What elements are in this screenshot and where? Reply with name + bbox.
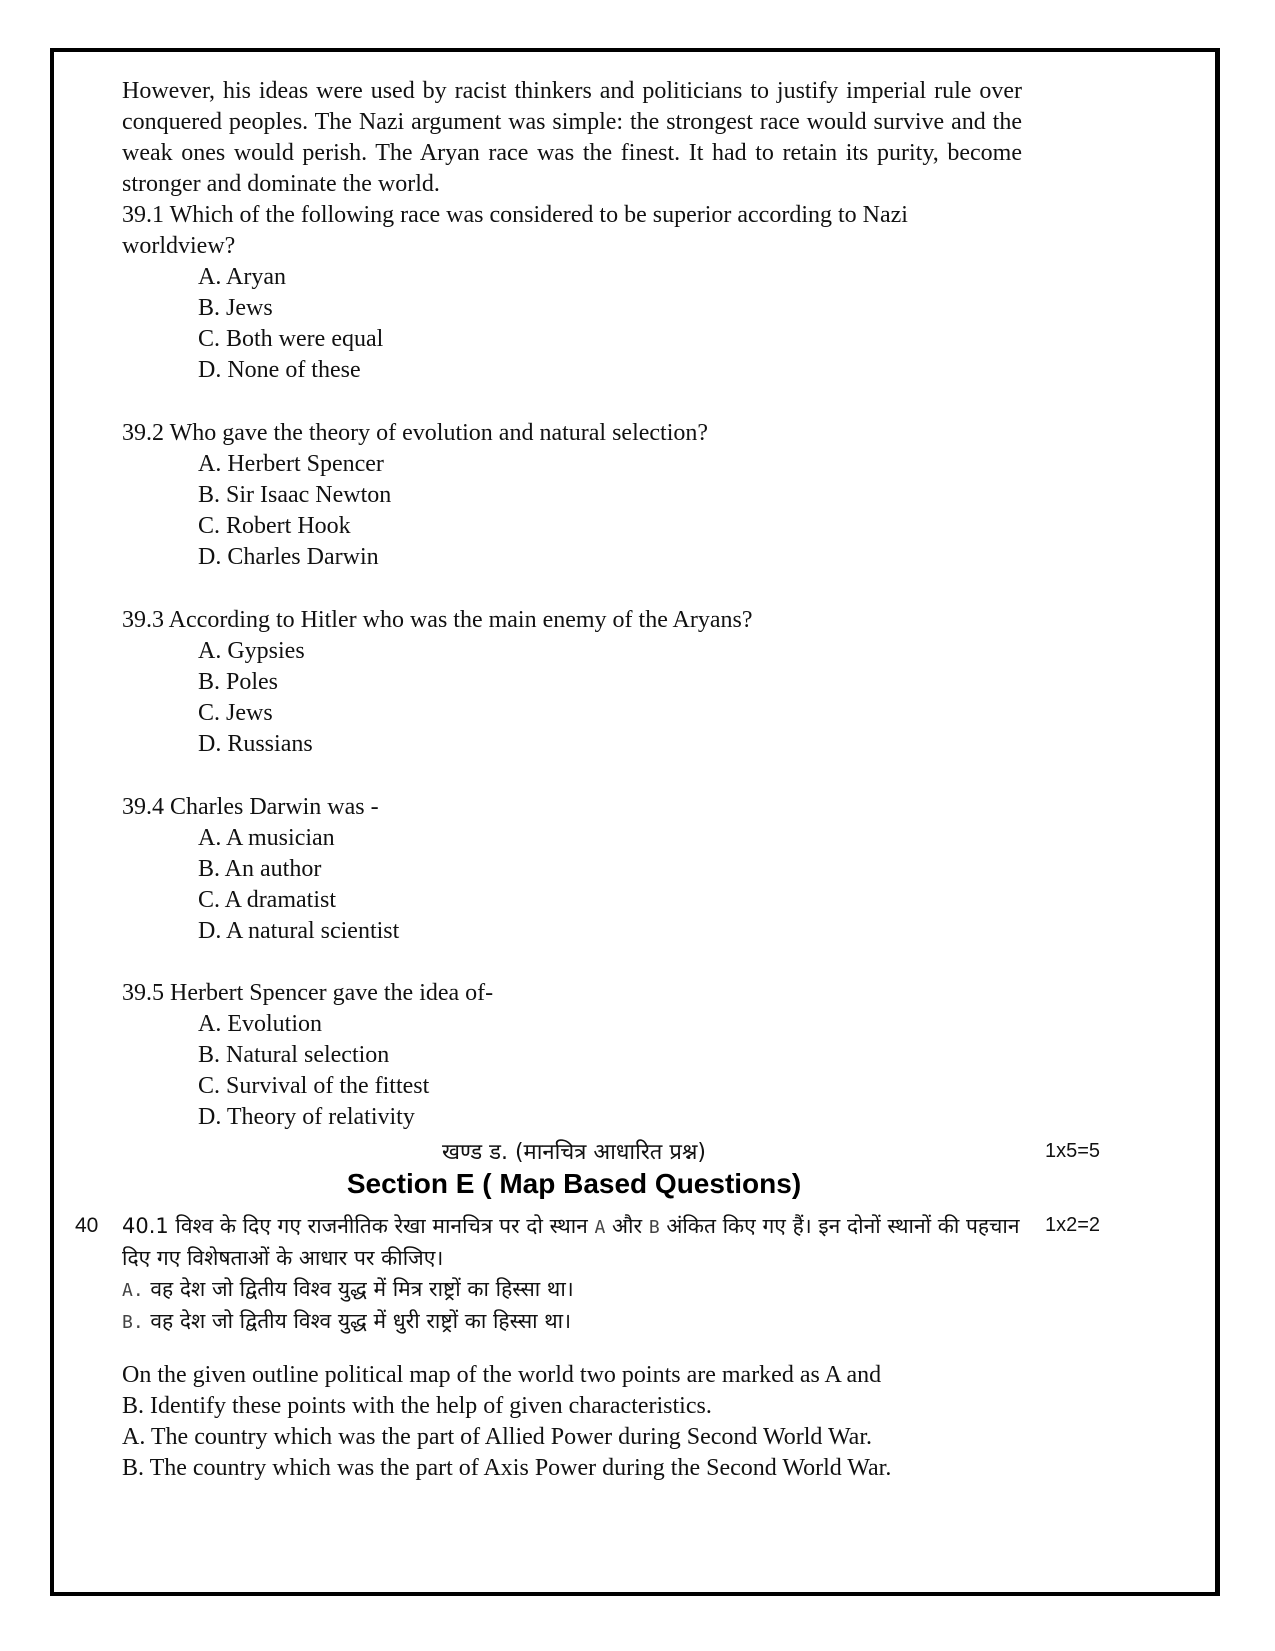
question-40-hindi [122, 1211, 1022, 1338]
section-title: Section E ( Map Based Questions) [346, 1168, 802, 1199]
point-a-label: A. [122, 1280, 144, 1301]
option-a: A. A musician [198, 825, 335, 851]
question-40-english [122, 1360, 1022, 1484]
option-c: C. Jews [198, 700, 273, 726]
question-text: 39.3 According to Hitler who was the main enemy of the Aryans? [122, 607, 753, 633]
option-d: D. Russians [198, 731, 313, 757]
option-list [122, 449, 1022, 573]
option-b: B. Poles [198, 669, 279, 695]
english-line: B. Identify these points with the help of given characteristics. [122, 1393, 712, 1419]
source-passage: However, his ideas were used by racist thinkers and politicians to justify imperial rule over conquered peoples. The Nazi argument was simple: the strongest race would survive and the weak ones would perish. The Aryan race was the finest. It had to retain its purity, become stronger and dominate the world. [122, 78, 1022, 197]
section-marks: 1x5=5 [1045, 1140, 1101, 1162]
hindi-point-b [122, 1306, 1022, 1338]
option-b: B. Natural selection [198, 1042, 390, 1068]
option-a: A. Aryan [198, 264, 286, 290]
option-a: A. Gypsies [198, 638, 305, 664]
point-a-label: A [594, 1217, 606, 1238]
question-text: 39.1 Which of the following race was considered to be superior according to Nazi worldview? [122, 202, 908, 259]
option-b: B. Jews [198, 295, 273, 321]
question-39-3 [122, 605, 1022, 760]
question-number: 40 [75, 1214, 99, 1237]
point-a-text: वह देश जो द्वितीय विश्व युद्ध में मित्र राष्ट्रों का हिस्सा था। [150, 1277, 574, 1301]
option-c: C. Survival of the fittest [198, 1073, 430, 1099]
option-d: D. None of these [198, 357, 361, 383]
option-d: D. Theory of relativity [198, 1104, 415, 1130]
point-b-label: B. [122, 1312, 144, 1333]
question-39-5 [122, 978, 1022, 1133]
question-39-2 [122, 418, 1022, 573]
english-line: A. The country which was the part of Allied Power during Second World War. [122, 1424, 872, 1450]
question-marks: 1x2=2 [1045, 1214, 1101, 1236]
hindi-and: और [612, 1214, 643, 1238]
hindi-intro-part: 40.1 विश्व के दिए गए राजनीतिक रेखा मानचित्र पर दो स्थान [122, 1214, 588, 1238]
option-list [122, 636, 1022, 760]
hindi-intro-part: अंकित किए गए हैं। इन दोनों स्थानों की पहचान दिए गए विशेषताओं के आधार पर कीजिए। [122, 1214, 1020, 1270]
english-line: On the given outline political map of the world two points are marked as A and [122, 1362, 882, 1388]
option-list [122, 262, 1022, 386]
question-39-1 [122, 200, 1022, 386]
hindi-point-a [122, 1274, 1022, 1306]
question-text: 39.5 Herbert Spencer gave the idea of- [122, 980, 494, 1006]
section-hindi-heading: खण्ड ड. (मानचित्र आधारित प्रश्न) [441, 1140, 706, 1165]
option-a: A. Evolution [198, 1011, 322, 1037]
point-b-label: B [648, 1217, 660, 1238]
question-text: 39.2 Who gave the theory of evolution and natural selection? [122, 420, 709, 446]
option-a: A. Herbert Spencer [198, 451, 384, 477]
option-b: B. Sir Isaac Newton [198, 482, 392, 508]
option-d: D. A natural scientist [198, 918, 400, 944]
option-list [122, 823, 1022, 947]
option-c: C. Robert Hook [198, 513, 351, 539]
option-b: B. An author [198, 856, 322, 882]
english-line: B. The country which was the part of Axis Power during the Second World War. [122, 1455, 892, 1481]
option-c: C. A dramatist [198, 887, 336, 913]
option-c: C. Both were equal [198, 326, 384, 352]
point-b-text: वह देश जो द्वितीय विश्व युद्ध में धुरी राष्ट्रों का हिस्सा था। [150, 1309, 572, 1333]
question-39-4 [122, 792, 1022, 947]
hindi-intro [122, 1211, 1022, 1274]
question-text: 39.4 Charles Darwin was - [122, 794, 379, 820]
option-list [122, 1009, 1022, 1133]
option-d: D. Charles Darwin [198, 544, 379, 570]
